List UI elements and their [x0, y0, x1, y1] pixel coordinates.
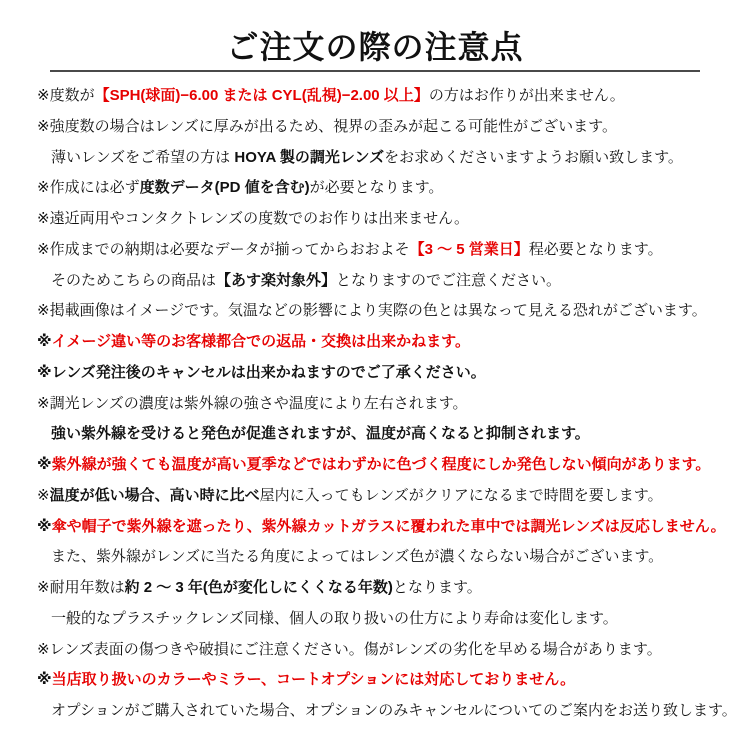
- notice-line: [0, 450, 750, 481]
- notice-line: [0, 665, 750, 696]
- notice-line: [0, 235, 750, 266]
- notice-line: [0, 481, 750, 512]
- notice-text-segment: 約 2 ～ 3 年(色が変化しにくくなる年数): [124, 579, 393, 596]
- notice-text-segment: ※作成までの納期は必要なデータが揃ってからおおよそ: [37, 240, 410, 258]
- notice-text-segment: ※耐用年数は: [37, 579, 125, 596]
- notice-text-segment: をお求めくださいますようお願い致します。: [384, 148, 683, 166]
- notice-line: [0, 266, 750, 297]
- notice-text-segment: となります。: [392, 579, 482, 596]
- notice-text-segment: 温度が低い場合、高い時に比べ: [49, 486, 260, 504]
- notice-text-segment: の方はお作りが出来ません。: [428, 87, 625, 104]
- notice-text-segment: 傘や帽子で紫外線を遮ったり、紫外線カットガラスに覆われた車中では調光レンズは反応しません。: [51, 517, 726, 535]
- page-title: ご注文の際の注意点: [226, 29, 524, 65]
- notice-text-segment: ※度数が: [37, 87, 95, 104]
- notice-text-segment: また、紫外線がレンズに当たる角度によってはレンズ色が濃くならない場合がございます。: [51, 548, 664, 566]
- notice-text-segment: ※遠近両用やコンタクトレンズの度数でのお作りは出来ません。: [37, 210, 470, 227]
- notice-text-segment: ※レンズ発注後のキャンセルは出来かねますのでご了承ください。: [37, 363, 486, 381]
- notice-line: [0, 604, 750, 635]
- notice-text-segment: ※掲載画像はイメージです。気温などの影響により実際の色とは異なって見える恐れがございます。: [37, 302, 707, 320]
- notice-line: [0, 542, 750, 573]
- notice-text-segment: 当店取り扱いのカラーやミラー、コートオプションには対応しておりません。: [51, 671, 576, 689]
- notice-line: [0, 635, 750, 666]
- notice-text-segment: 【あす楽対象外】: [216, 271, 337, 289]
- notice-text-segment: イメージ違い等のお客様都合での返品・交換は出来かねます。: [51, 333, 470, 350]
- notice-text-segment: 度数データ(PD 値を含む): [139, 179, 310, 197]
- notice-text-segment: ※レンズ表面の傷つきや破損にご注意ください。傷がレンズの劣化を早める場合があります。: [37, 640, 662, 658]
- notice-text-segment: 程必要となります。: [528, 240, 663, 258]
- notice-text-segment: そのためこちらの商品は: [51, 271, 217, 289]
- notice-text-segment: ※調光レンズの濃度は紫外線の強さや温度により左右されます。: [37, 394, 468, 412]
- notice-line: [0, 296, 750, 327]
- notice-line: [0, 389, 750, 420]
- notice-line: [0, 696, 750, 727]
- notice-line: [0, 112, 750, 143]
- notice-line: [0, 143, 750, 174]
- notice-text-segment: が必要となります。: [309, 179, 444, 197]
- notice-line: [0, 173, 750, 204]
- notice-text-segment: ※: [37, 333, 52, 350]
- notice-text-segment: ※: [37, 486, 50, 504]
- title-divider: [50, 70, 700, 72]
- notice-text-segment: 薄いレンズをご希望の方は: [51, 148, 235, 166]
- notice-text-segment: 屋内に入ってもレンズがクリアになるまで時間を要します。: [259, 486, 663, 504]
- notice-line: [0, 81, 750, 112]
- notice-text-segment: ※: [37, 671, 52, 689]
- notice-line: [0, 512, 750, 543]
- notice-text-segment: 一般的なプラスチックレンズ同様、個人の取り扱いの仕方により寿命は変化します。: [51, 609, 618, 627]
- notice-text-segment: 【SPH(球面)−6.00 または CYL(乱視)−2.00 以上】: [94, 87, 429, 104]
- notice-line: [0, 573, 750, 604]
- notice-list: [0, 81, 750, 727]
- notice-text-segment: ※: [37, 456, 52, 473]
- notice-line: [0, 204, 750, 235]
- notice-text-segment: ※作成には必ず: [37, 179, 140, 197]
- notice-text-segment: オプションがご購入されていた場合、オプションのみキャンセルについてのご案内をお送り致します。: [51, 702, 737, 719]
- notice-text-segment: 強い紫外線を受けると発色が促進されますが、温度が高くなると抑制されます。: [51, 425, 590, 443]
- notice-line: [0, 327, 750, 358]
- notice-text-segment: ※: [37, 517, 52, 535]
- notice-text-segment: HOYA 製の調光レンズ: [234, 148, 385, 166]
- notice-line: [0, 358, 750, 389]
- notice-text-segment: 【3 ～ 5 営業日】: [409, 240, 529, 258]
- notice-text-segment: ※強度数の場合はレンズに厚みが出るため、視界の歪みが起こる可能性がございます。: [37, 117, 617, 135]
- notice-text-segment: 紫外線が強くても温度が高い夏季などではわずかに色づく程度にしか発色しない傾向があります。: [51, 456, 711, 473]
- notice-text-segment: となりますのでご注意ください。: [336, 271, 562, 289]
- notice-line: [0, 419, 750, 450]
